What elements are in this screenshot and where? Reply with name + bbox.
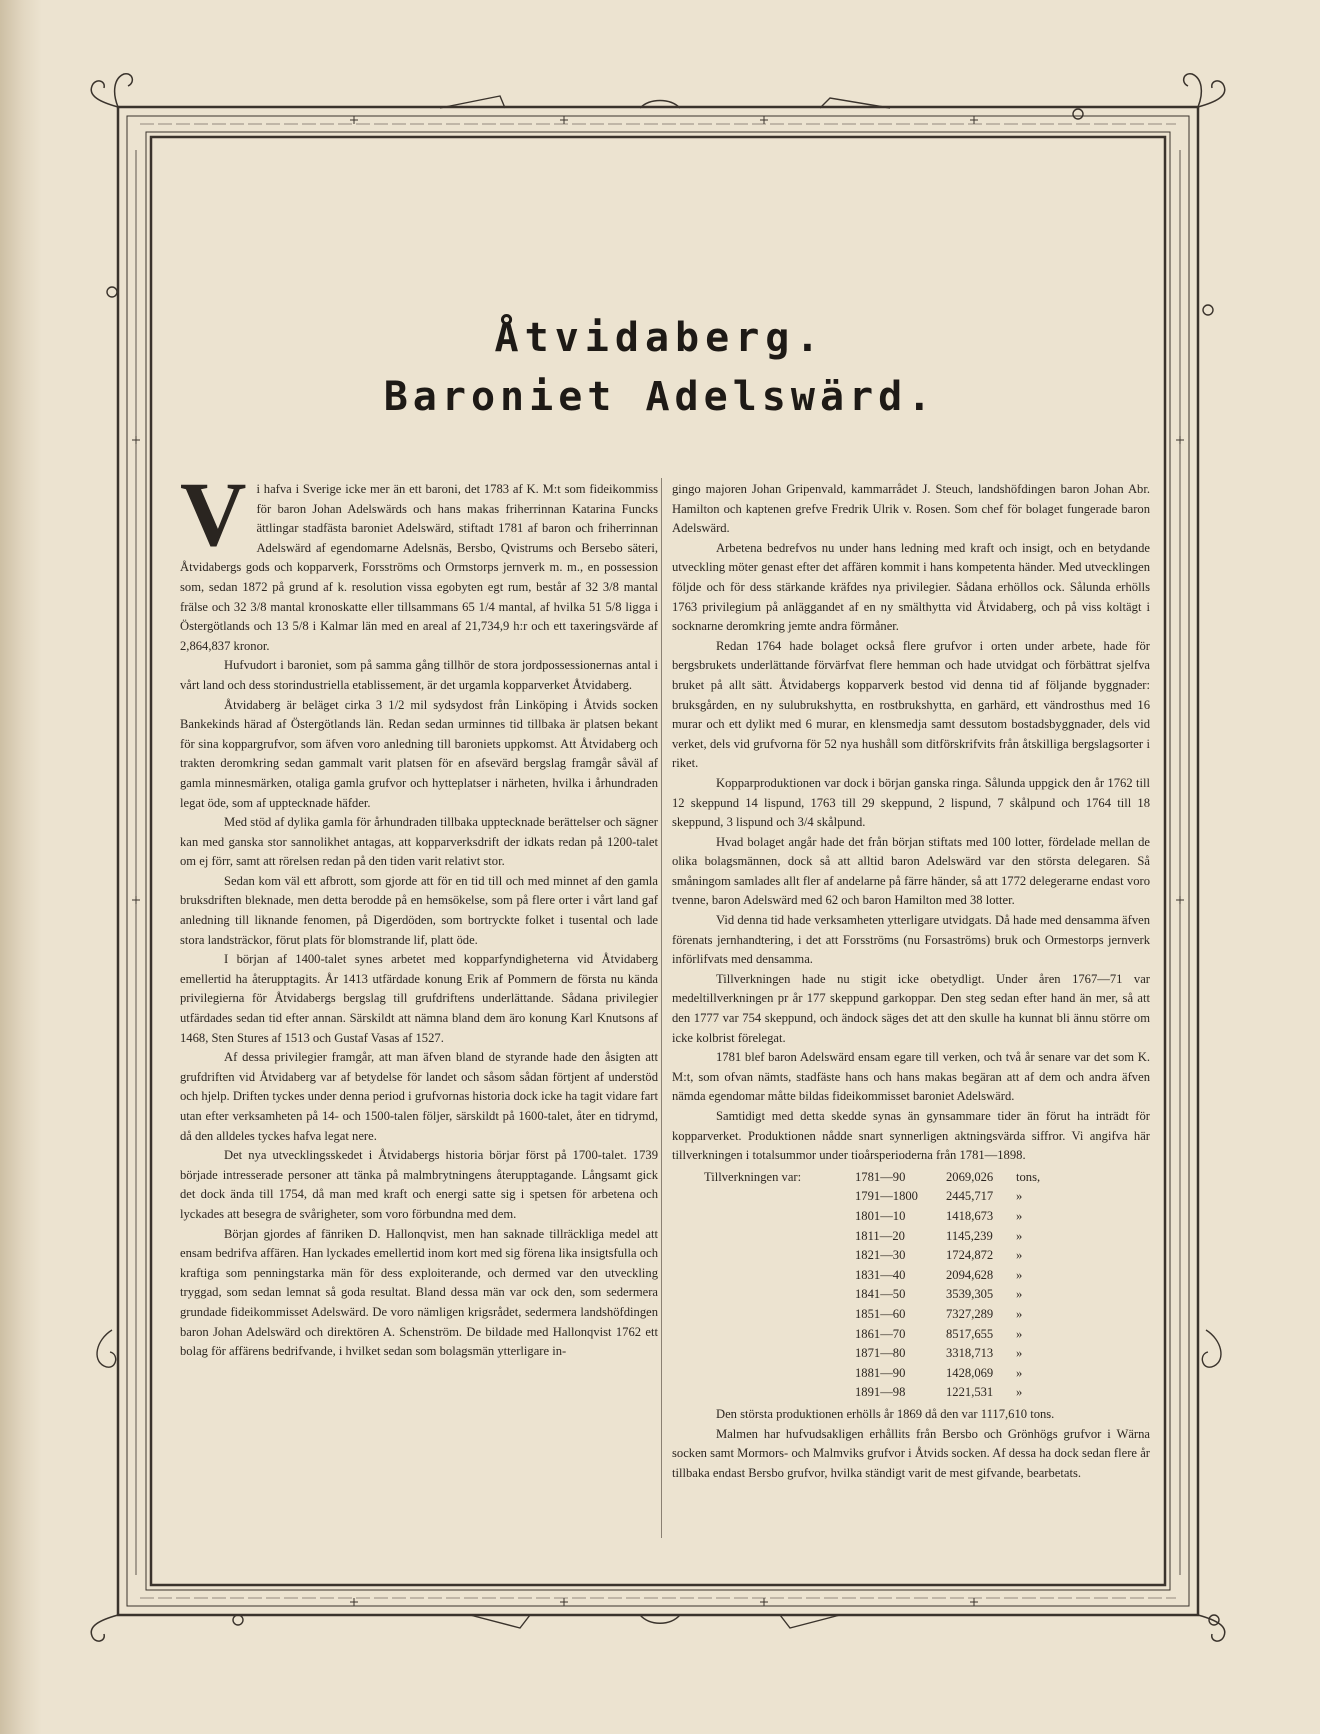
table-row bbox=[672, 1305, 1056, 1325]
table-label bbox=[672, 1187, 855, 1207]
paragraph: Redan 1764 hade bolaget också flere grufvor i orten under arbete, hade för bergsbrukets underlättande förvärfvat flere hemman och hade utvidgat och förbättrat sjelfva bruket på allt sätt. Åtvidabergs kopparverk bestod vid denna tid af följande byggnader: bruksgården, en ny sulubrukshytta, en rostbrukshytta, en garhärd, ett vändrosthus med 16 murar och ett dylikt med 6 murar, en klensmedja samt dessutom bostadsbyggnader, dels vid verket, dels vid grufvorna för 52 nya hushåll som ditförskrifvits från åtskilliga bergslagsorter i riket. bbox=[672, 638, 1150, 771]
table-label bbox=[672, 1266, 855, 1286]
value-cell: 1418,673 bbox=[946, 1208, 994, 1223]
paragraph: Af dessa privilegier framgår, att man äfven bland de styrande hade den åsigten att grufdriften vid Åtvidaberg var af betydelse för landet och såsom sådan förtjent af understöd och hjelp. Driften tyckes under denna period i grufvornas historia dock icke ha tagit vidare fart utan efter verksamheten på 14- och 1500-talen följer, särskildt på 1600-talet, åter en tidrymd, då den alldeles tyckes hafva legat nere. bbox=[180, 1050, 658, 1143]
paragraph: gingo majoren Johan Gripenvald, kammarrådet J. Steuch, landshöfdingen baron Johan Abr. Hamilton och kaptenen grefve Fredrik Ulrik v. Rosen. Som chef för bolaget fungerade baron Adelswärd. bbox=[672, 482, 1150, 536]
table-label bbox=[672, 1325, 855, 1345]
table-label bbox=[672, 1344, 855, 1364]
period-cell: 1831—40 bbox=[855, 1267, 906, 1282]
paragraph: 1781 blef baron Adelswärd ensam egare till verken, och två år senare var det som K. M:t, som ofvan nämts, stadfäste hans och hans makas begäran att af dem och andra äfven nämda egendomar måtte bildas fideikommisset baroniet Adelswärd. bbox=[672, 1050, 1150, 1104]
paragraph: I början af 1400-talet synes arbetet med kopparfyndigheterna vid Åtvidaberg emellertid ha återupptagits. År 1413 utfärdade konung Erik af Pommern de första nu kända privilegierna för Åtvidabergs bergslag till grufdriftens underlättande. Sådana privilegier utfärdades sedan tid efter annan. Särskildt att nämna bland dem äro konung Karl Knutsons af 1468, Sten Stures af 1513 och Gustaf Vasas af 1527. bbox=[180, 952, 658, 1045]
paragraph: Den största produktionen erhölls år 1869 då den var 1117,610 tons. bbox=[716, 1406, 1055, 1421]
period-cell: 1861—70 bbox=[855, 1326, 906, 1341]
table-label: Tillverkningen var: bbox=[704, 1169, 802, 1184]
period-cell: 1801—10 bbox=[855, 1208, 906, 1223]
drop-cap: V bbox=[180, 463, 247, 565]
table-row bbox=[672, 1285, 1056, 1305]
value-cell: 2094,628 bbox=[946, 1267, 994, 1282]
table-row bbox=[672, 1325, 1056, 1345]
unit-cell: » bbox=[1016, 1365, 1023, 1380]
unit-cell: » bbox=[1016, 1267, 1023, 1282]
table-label bbox=[672, 1285, 855, 1305]
unit-cell: » bbox=[1016, 1189, 1023, 1204]
table-row bbox=[672, 1266, 1056, 1286]
table-row bbox=[672, 1207, 1056, 1227]
paragraph: Kopparproduktionen var dock i början ganska ringa. Sålunda uppgick den år 1762 till 12 skeppund 14 lispund, 1763 till 29 skeppund, 2 lispund, 7 skålpund och 1764 till 18 skeppund, 3 lispund och 3/4 skålpund. bbox=[672, 775, 1150, 830]
unit-cell: » bbox=[1016, 1228, 1023, 1243]
value-cell: 1221,531 bbox=[946, 1385, 994, 1400]
table-row bbox=[672, 1344, 1056, 1364]
paragraph: Det nya utvecklingsskedet i Åtvidabergs historia börjar först på 1700-talet. 1739 började intresserade personer att tänka på malmbrytningens återupptagande. Långsamt gick det dock ända till 1754, då man med kraft och energi satte sig i spetsen för arbetena och lyckades att besegra de svårigheter, som voro förbundna med dem. bbox=[180, 1148, 658, 1221]
left-column bbox=[180, 463, 658, 1362]
production-table bbox=[672, 1168, 1056, 1403]
value-cell: 3539,305 bbox=[946, 1287, 994, 1302]
table-row bbox=[672, 1168, 1056, 1188]
period-cell: 1781—90 bbox=[855, 1169, 906, 1184]
table-row bbox=[672, 1383, 1056, 1403]
paragraph: Åtvidaberg är beläget cirka 3 1/2 mil sydsydost från Linköping i Åtvids socken Bankekinds härad af Östergötlands län. Redan sedan urminnes tid tillbaka är platsen bekant för sina koppargrufvor, som äfven voro anledning till baroniets uppkomst. Att Åtvidaberg och trakten deromkring sedan gammalt varit platsen för en afsevärd bergslag framgår såväl af gamla minnesmärken, otaliga gamla grufvor och hytteplatser i närheten, hvilka i århundraden legat öde, som af upptecknade häfder. bbox=[180, 697, 658, 810]
table-row bbox=[672, 1246, 1056, 1266]
period-cell: 1821—30 bbox=[855, 1248, 906, 1263]
paragraph: Hufvudort i baroniet, som på samma gång tillhör de stora jordpossessionernas antal i vårt land och dess storindustriella etablissement, är det urgamla kopparverket Åtvidaberg. bbox=[180, 658, 658, 692]
unit-cell: » bbox=[1016, 1208, 1023, 1223]
value-cell: 3318,713 bbox=[946, 1346, 994, 1361]
unit-cell: » bbox=[1016, 1306, 1023, 1321]
table-label bbox=[672, 1383, 855, 1403]
paragraph: Malmen har hufvudsakligen erhållits från Bersbo och Grönhögs grufvor i Wärna socken samt Mormors- och Malmviks grufvor i Åtvids socken. Af dessa ha dock sedan flere år tillbaka endast Bersbo grufvor, hvilka ständigt varit de mest gifvande, bearbetats. bbox=[672, 1426, 1150, 1480]
table-label bbox=[672, 1207, 855, 1227]
unit-cell: tons, bbox=[1016, 1169, 1041, 1184]
table-label bbox=[672, 1227, 855, 1247]
paragraph: Sedan kom väl ett afbrott, som gjorde att för en tid till och med minnet af den gamla bruksdriften bleknade, men detta berodde på en hemsökelse, som på flere orter i vårt land gaf anledning till liknande fenomen, på Digerdöden, som bortryckte folket i tusental och lade stora landsträckor, förut plats för blomstrande lif, platt öde. bbox=[180, 873, 658, 947]
column-divider bbox=[661, 478, 662, 1538]
value-cell: 1428,069 bbox=[946, 1365, 994, 1380]
unit-cell: » bbox=[1016, 1287, 1023, 1302]
paragraph: Med stöd af dylika gamla för århundraden tillbaka upptecknade berättelser och sägner kan med ganska stor sannolikhet antagas, att kopparverksdrift der idkats redan på 1200-talet om ej förr, samt att rörelsen redan på den tiden varit relativt stor. bbox=[180, 815, 658, 869]
table-label bbox=[672, 1246, 855, 1266]
period-cell: 1811—20 bbox=[855, 1228, 905, 1243]
table-row bbox=[672, 1187, 1056, 1207]
paragraph: Vid denna tid hade verksamheten ytterligare utvidgats. Då hade med densamma äfven förenats jernhandtering, i det att Forsströms (nu Forsaströms) bruk och Ormestorps jernverk införlifvats med densamma. bbox=[672, 913, 1150, 967]
unit-cell: » bbox=[1016, 1385, 1023, 1400]
table-label bbox=[672, 1364, 855, 1384]
period-cell: 1891—98 bbox=[855, 1385, 906, 1400]
period-cell: 1791—1800 bbox=[855, 1189, 918, 1204]
page-title: Åtvidaberg. bbox=[494, 315, 826, 361]
table-row bbox=[672, 1364, 1056, 1384]
value-cell: 7327,289 bbox=[946, 1306, 994, 1321]
paragraph: Vi hafva i Sverige icke mer än ett baroni, det 1783 af K. M:t som fideikommiss för baron Johan Adelswärds och hans makas friherrinnan Katarina Funcks ättlingar stadfästa baroniet Adelswärd, stiftadt 1781 af baron och friherrinnan Adelswärd af egendomarne Adelsnäs, Bersbo, Qvistrums och Bersebo säteri, Åtvidabergs gods och kopparverk, Forsströms och Ormstorps jernverk m. m., en possession som, sedan 1872 på grund af k. resolution vissa egobyten egt rum, består af 32 3/8 mantal frälse och 32 3/8 mantal kronoskatte eller tillsammans 65 1/4 mantal, af hvilka 51 5/8 ligga i Östergötlands och 13 5/8 i Kalmar län med en areal af 21,734,9 h:r och ett taxeringsvärde af 2,864,837 kronor. bbox=[180, 463, 658, 653]
value-cell: 1724,872 bbox=[946, 1248, 994, 1263]
value-cell: 2069,026 bbox=[946, 1169, 994, 1184]
unit-cell: » bbox=[1016, 1346, 1023, 1361]
period-cell: 1871—80 bbox=[855, 1346, 906, 1361]
paragraph: Början gjordes af fänriken D. Hallonqvist, men han saknade tillräckliga medel att ensam bedrifva affären. Han lyckades emellertid inom kort med sig förena lika insigtsfulla och kraftiga som penningstarka män för dess exploiterande, och dermed var den utveckling tryggad, som sedan lemnat så goda resultat. Bland dessa män var ock den, som sedermera grundade fideikommisset Adelswärd. De voro nämligen krigsrådet, sedermera landshöfdingen baron Johan Adelswärd och direktören A. Schenström. De bildade med Hallonqvist 1762 ett bolag för affärens bedrifvande, i hvilket sedan som bolagsmän ytterligare in- bbox=[180, 1226, 658, 1359]
paragraph: Tillverkningen hade nu stigit icke obetydligt. Under åren 1767—71 var medeltillverkningen pr år 177 skeppund garkoppar. Den steg sedan efter hand än mer, så att den 1777 var 754 skeppund, och ändock säges det att den skulle ha kunnat bli ännu större om icke kolbrist förelegat. bbox=[672, 971, 1150, 1045]
page-subtitle: Baroniet Adelswärd. bbox=[383, 374, 937, 420]
period-cell: 1841—50 bbox=[855, 1287, 906, 1302]
right-column bbox=[672, 480, 1150, 1483]
paragraph: Arbetena bedrefvos nu under hans ledning med kraft och insigt, och en betydande utveckling möter genast efter det affären kommit i hans kompetenta händer. Med utvecklingen följde och för dess stärkande kräfdes nya privilegier. Sådana erhöllos ock. Sålunda erhölls 1763 privilegium på anläggandet af en ny smälthytta vid Åtvidaberg, och på viss koltägt i socknarne deromkring jemte andra förmåner. bbox=[672, 540, 1150, 634]
value-cell: 8517,655 bbox=[946, 1326, 994, 1341]
period-cell: 1881—90 bbox=[855, 1365, 906, 1380]
unit-cell: » bbox=[1016, 1326, 1023, 1341]
unit-cell: » bbox=[1016, 1248, 1023, 1263]
paragraph: Hvad bolaget angår hade det från början stiftats med 100 lotter, fördelade mellan de olika bolagsmännen, dock så att alltid baron Adelswärd var den största delegaren. Så småningom samlades allt fler af andelarne på färre händer, så att 1772 delegerarne endast voro tvenne, baron Adelswärd med 62 och baron Hamilton med 38 lotter. bbox=[672, 834, 1150, 908]
table-row bbox=[672, 1227, 1056, 1247]
value-cell: 1145,239 bbox=[946, 1228, 993, 1243]
table-label bbox=[672, 1305, 855, 1325]
value-cell: 2445,717 bbox=[946, 1189, 994, 1204]
paragraph: Samtidigt med detta skedde synas än gynsammare tider än förut ha inträdt för kopparverket. Produktionen nådde snart synnerligen aktningsvärda siffror. Vi angifva här tillverkningen i totalsummor under tioårsperioderna från 1781—1898. bbox=[672, 1109, 1150, 1163]
period-cell: 1851—60 bbox=[855, 1306, 906, 1321]
